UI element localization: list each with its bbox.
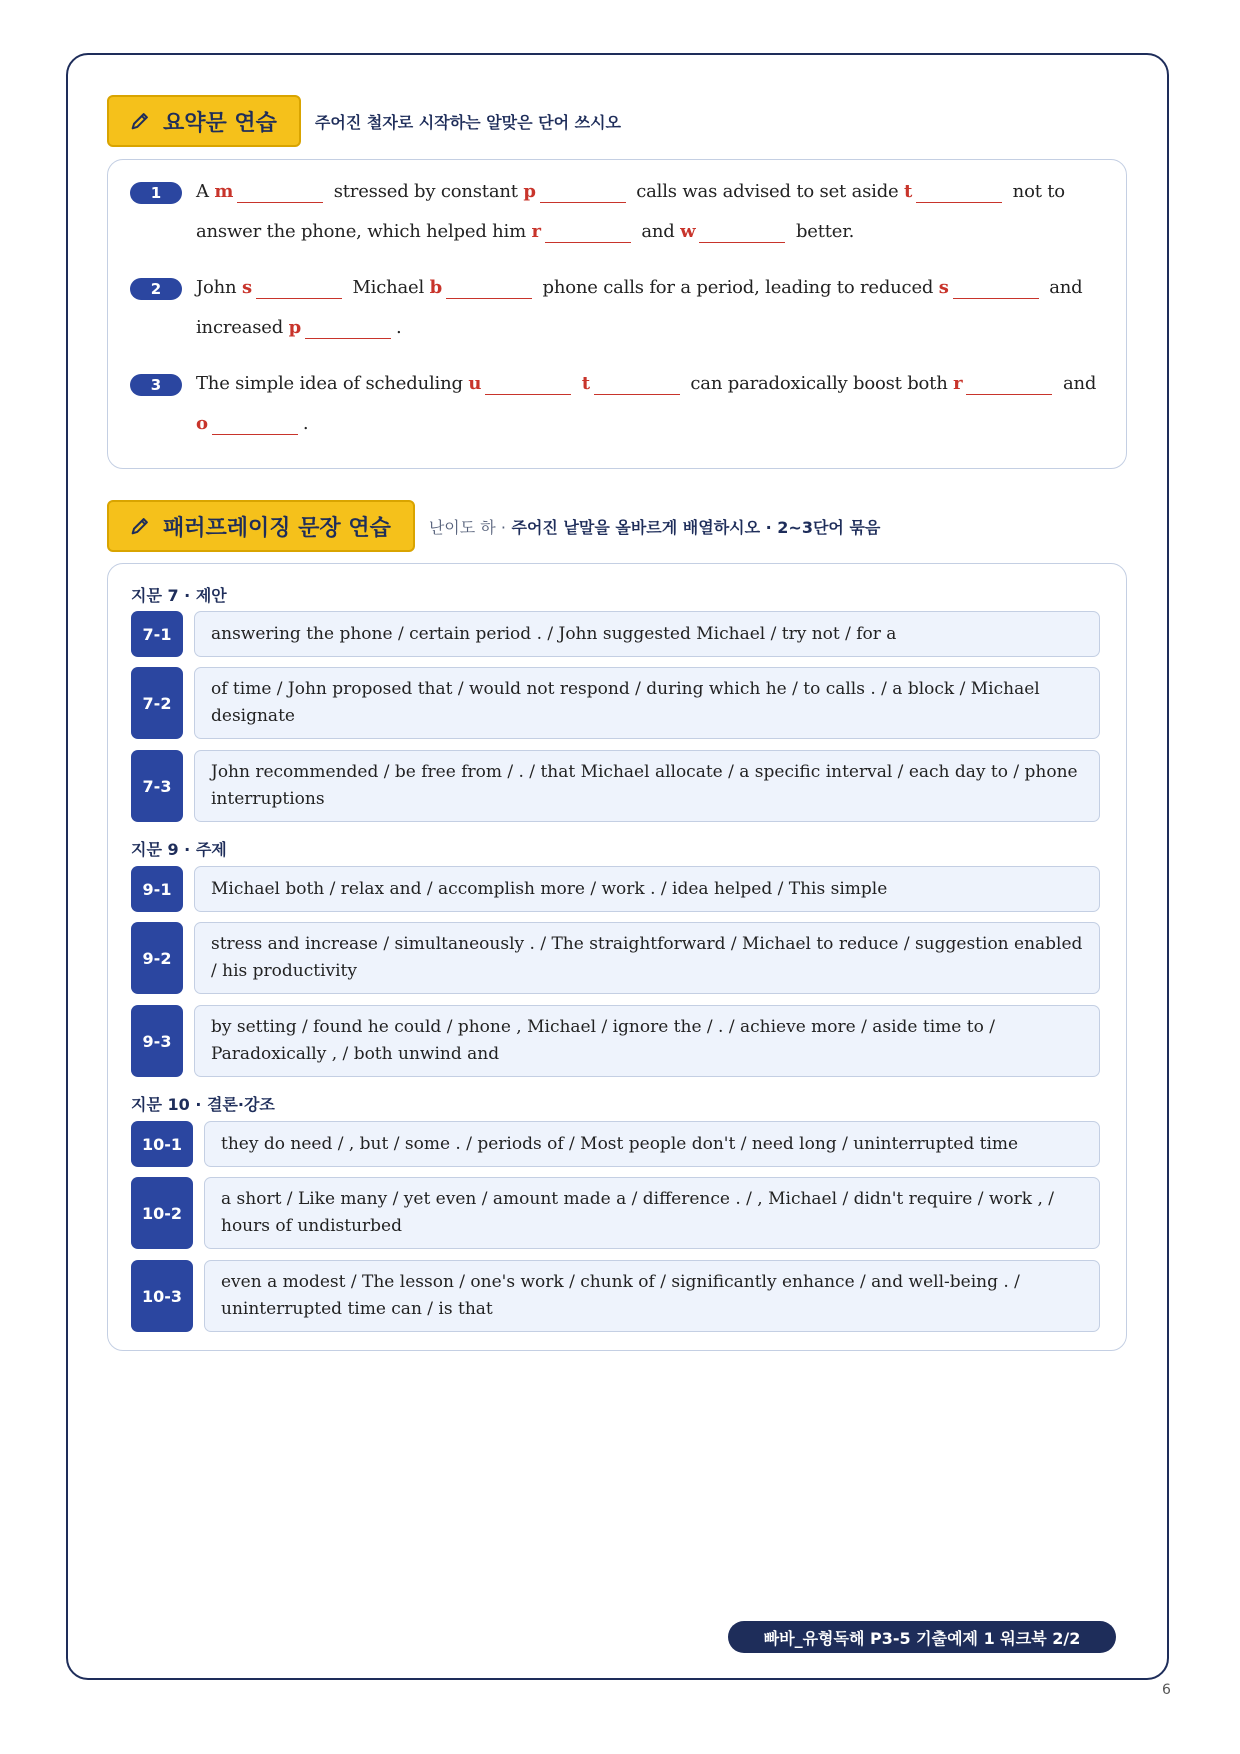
paraphrase-row: [131, 1260, 1100, 1332]
text-segment: .: [302, 413, 309, 434]
paraphrase-tag: [107, 500, 415, 552]
word-chunks: stress and increase / simultaneously . / The straightforward / Michael to reduce / suggestion enabled / his productivity: [194, 922, 1100, 994]
word-chunks: they do need / , but / some . / periods of / Most people don't / need long / uninterrupted time: [204, 1121, 1100, 1167]
answer-blank[interactable]: [545, 217, 631, 243]
summary-item-2: [130, 278, 1100, 348]
initial-letter: t: [904, 181, 913, 202]
paraphrase-row: [131, 1005, 1100, 1077]
paraphrase-title: 패러프레이징 문장 연습: [163, 515, 391, 541]
text-segment: not to answer the phone, which helped him: [196, 181, 1065, 242]
text-segment: can paradoxically boost both: [690, 373, 948, 394]
initial-letter: p: [523, 181, 536, 202]
answer-blank[interactable]: [916, 177, 1002, 203]
paraphrase-row: [131, 667, 1100, 739]
row-number: 10-1: [131, 1121, 193, 1167]
text-segment: The simple idea of scheduling: [196, 373, 463, 394]
initial-letter: w: [680, 221, 696, 242]
initial-letter: t: [581, 373, 590, 394]
answer-blank[interactable]: [212, 409, 298, 435]
footer-label: 빠바_유형독해 P3-5 기출예제 1 워크북 2/2: [728, 1621, 1116, 1653]
paraphrase-row: [131, 866, 1100, 912]
initial-letter: s: [938, 277, 949, 298]
initial-letter: r: [531, 221, 541, 242]
text-segment: A: [196, 181, 209, 202]
summary-title: 요약문 연습: [163, 110, 277, 136]
row-number: 9-1: [131, 866, 183, 912]
word-chunks: a short / Like many / yet even / amount made a / difference . / , Michael / didn't require / work , / hours of undisturbed: [204, 1177, 1100, 1249]
row-number: 7-2: [131, 667, 183, 739]
group-label: 지문 10 · 결론·강조: [131, 1095, 275, 1114]
answer-blank[interactable]: [485, 369, 571, 395]
summary-item-1: [130, 182, 1100, 252]
initial-letter: r: [953, 373, 963, 394]
text-segment: stressed by constant: [333, 181, 518, 202]
row-number: 7-1: [131, 611, 183, 657]
answer-blank[interactable]: [966, 369, 1052, 395]
answer-blank[interactable]: [256, 273, 342, 299]
row-number: 9-2: [131, 922, 183, 994]
paraphrase-row: [131, 750, 1100, 822]
word-chunks: John recommended / be free from / . / that Michael allocate / a specific interval / each day to / phone interruptions: [194, 750, 1100, 822]
text-segment: John: [196, 277, 237, 298]
text-segment: .: [395, 317, 402, 338]
page-number: 6: [1162, 1682, 1171, 1698]
row-number: 10-3: [131, 1260, 193, 1332]
paraphrase-note: [429, 515, 881, 538]
summary-sentence: [196, 172, 1100, 252]
text-segment: phone calls for a period, leading to reduced: [542, 277, 934, 298]
pencil-icon: [129, 110, 151, 132]
paraphrase-row: [131, 1177, 1100, 1249]
word-chunks: by setting / found he could / phone , Michael / ignore the / . / achieve more / aside time to / Paradoxically , / both unwind and: [194, 1005, 1100, 1077]
item-number: 2: [130, 278, 182, 300]
answer-blank[interactable]: [594, 369, 680, 395]
text-segment: and: [1062, 373, 1097, 394]
summary-sentence: [196, 268, 1100, 348]
summary-section-header: [107, 95, 621, 147]
summary-sentence: [196, 364, 1100, 444]
paraphrase-row: [131, 1121, 1100, 1167]
answer-blank[interactable]: [446, 273, 532, 299]
text-segment: Michael: [352, 277, 425, 298]
summary-tag: [107, 95, 301, 147]
word-chunks: answering the phone / certain period . / John suggested Michael / try not / for a: [194, 611, 1100, 657]
initial-letter: o: [196, 413, 208, 434]
answer-blank[interactable]: [305, 313, 391, 339]
summary-instruction: 주어진 철자로 시작하는 알맞은 단어 쓰시오: [314, 112, 621, 132]
paraphrase-instruction: 주어진 낱말을 올바르게 배열하시오 · 2~3단어 묶음: [511, 517, 881, 537]
word-chunks: Michael both / relax and / accomplish more / work . / idea helped / This simple: [194, 866, 1100, 912]
word-chunks: even a modest / The lesson / one's work / chunk of / significantly enhance / and well-being . / uninterrupted time can / is that: [204, 1260, 1100, 1332]
pencil-icon: [129, 515, 151, 537]
answer-blank[interactable]: [540, 177, 626, 203]
word-chunks: of time / John proposed that / would not respond / during which he / to calls . / a block / Michael designate: [194, 667, 1100, 739]
initial-letter: b: [429, 277, 442, 298]
initial-letter: m: [214, 181, 234, 202]
summary-panel: [107, 159, 1127, 469]
paraphrase-row: [131, 611, 1100, 657]
difficulty-label: 난이도 하 ·: [428, 517, 506, 537]
initial-letter: s: [241, 277, 252, 298]
text-segment: calls was advised to set aside: [636, 181, 899, 202]
answer-blank[interactable]: [699, 217, 785, 243]
row-number: 9-3: [131, 1005, 183, 1077]
paraphrase-row: [131, 922, 1100, 994]
item-number: 3: [130, 374, 182, 396]
initial-letter: u: [468, 373, 482, 394]
row-number: 7-3: [131, 750, 183, 822]
initial-letter: p: [288, 317, 301, 338]
item-number: 1: [130, 182, 182, 204]
paraphrase-section-header: [107, 500, 880, 552]
row-number: 10-2: [131, 1177, 193, 1249]
text-segment: and increased: [196, 277, 1083, 338]
text-segment: and: [641, 221, 675, 242]
answer-blank[interactable]: [237, 177, 323, 203]
group-label: 지문 9 · 주제: [131, 840, 227, 859]
summary-item-3: [130, 374, 1100, 444]
answer-blank[interactable]: [953, 273, 1039, 299]
group-label: 지문 7 · 제안: [131, 586, 227, 605]
text-segment: better.: [795, 221, 855, 242]
